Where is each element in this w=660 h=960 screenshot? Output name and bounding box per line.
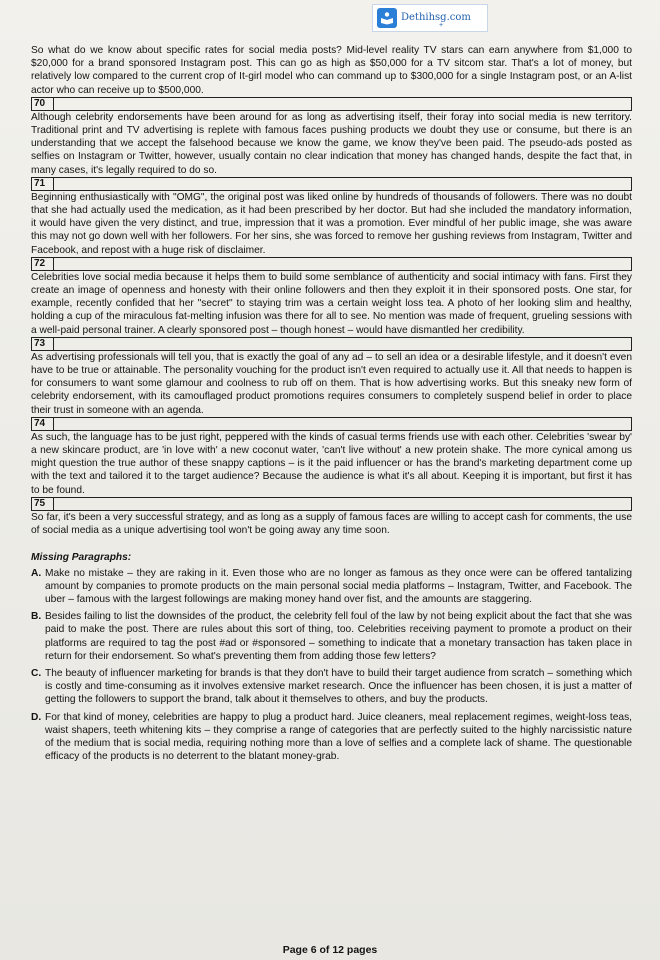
- logo-star-icon: +: [439, 22, 444, 29]
- site-logo-text: Dethihsg.com: [401, 12, 471, 23]
- gap-box[interactable]: [31, 177, 632, 191]
- gap-box[interactable]: [31, 417, 632, 431]
- gap-number: 71: [32, 178, 54, 190]
- option-letter: B.: [31, 611, 42, 623]
- option-text: Make no mistake – they are raking in it. Even those who are no longer as famous as they once were can be offered tantalizing amount by companies to promote products on the main personal social media platforms – Instagram, Twitter, and Facebook. The uber – famous with the largest followings are making money hand over fist, and the amounts are staggering.: [45, 567, 632, 605]
- gap-number: 74: [32, 418, 54, 430]
- article-paragraph: As such, the language has to be just right, peppered with the kinds of casual terms friends use with each other. Celebrities 'swear by' a new skincare product, are 'in love with' a new coconut water, 'can't live without' a new protein shake. The more cynical among us might question the true author of these snappy captions – is it the paid influencer or has the brand's marketing department come up with the text and tailored it to the target audience? Because the audience is what it's all about. Keeping it is important, but first it has to be found.: [31, 431, 632, 496]
- option-letter: A.: [31, 567, 42, 579]
- gap-box[interactable]: [31, 257, 632, 271]
- option-d: [31, 711, 632, 764]
- article-paragraph: Celebrities love social media because it helps them to build some semblance of authenticity and social intimacy with fans. First they create an image of openness and honesty with their online followers and then they exploit it in their sponsored posts. One star, for example, recently confided that her "secret" to staying trim was a certain weight loss tea. A photo of her looking slim and healthy, holding a cup of the miraculous fat-melting infusion was there for all to see. No mention was made of frequent, grueling sessions with a well-paid personal trainer. A clearly sponsored post – though honest – would have dismantled her credibility.: [31, 271, 632, 336]
- option-a: [31, 567, 632, 607]
- option-text: For that kind of money, celebrities are happy to plug a product hard. Juice cleaners, meal replacement regimes, weight-loss teas, waist shapers, teeth whitening kits – they comprise a range of categories that are perfectly suited to the highly narcissistic nature of the medium that is social media, requiring nothing more than a love of selfies and a complete lack of shame. The questionable efficacy of the products is no deterrent to the blatant money-grab.: [45, 711, 632, 763]
- site-logo[interactable]: [372, 4, 488, 32]
- option-c: [31, 667, 632, 707]
- option-text: Besides failing to list the downsides of the product, the celebrity fell foul of the law by not being explicit about the fact that she was paid to make the post. There are rules about this sort of thing, too. Celebrities receiving payment to promote a product on their platforms are required to tag the post #ad or #sponsored – something to indicate that a monetary transaction has taken place in return for their endorsement. So what's preventing them from adding those few letters?: [45, 611, 632, 662]
- article-paragraph: As advertising professionals will tell you, that is exactly the goal of any ad – to sell an idea or a desirable lifestyle, and it doesn't even have to be true or attainable. The personality vouching for the product isn't even required to actually use it. All that needs to happen is for consumers to want some glamour and coolness to rub off on them. That is how advertising works. But this sneaky new form of celebrity endorsement, with its camouflaged product promotions requires consumers to completely suspend belief in order to place their trust in someone with an agenda.: [31, 351, 632, 416]
- gap-number: 75: [32, 498, 54, 510]
- option-letter: D.: [31, 711, 42, 723]
- gap-box[interactable]: [31, 497, 632, 511]
- gap-number: 73: [32, 338, 54, 350]
- page-footer: Page 6 of 12 pages: [282, 944, 378, 956]
- article-paragraph: Beginning enthusiastically with "OMG", the original post was liked online by hundreds of thousands of followers. There was no doubt that she had actually used the medication, as it had been prescribed by her doctor. But had she included the mandatory information, it would have given the very distinct, and true, impression that it was a promotion. Ever mindful of her public image, she was aware this may not go down well with her followers. For her sins, she was forced to remove her gushing reviews from Instagram, Twitter and Facebook, and repost with a huge risk of disclaimer.: [31, 191, 632, 256]
- missing-paragraphs-heading: Missing Paragraphs:: [31, 552, 132, 564]
- article-paragraph: So far, it's been a very successful strategy, and as long as a supply of famous faces are willing to accept cash for comments, the use of social media as a unique advertising tool won't be going away any time soon.: [31, 511, 632, 537]
- option-text: The beauty of influencer marketing for brands is that they don't have to build their target audience from scratch – something which is costly and time-consuming as it involves extensive market research. Once the influencer has been chosen, it is just a matter of getting the followers to support the brand, talk about it themselves to others, and buy the products.: [45, 667, 632, 706]
- reader-icon: [377, 8, 397, 28]
- article-paragraph: Although celebrity endorsements have been around for as long as advertising itself, their foray into social media is new territory. Traditional print and TV advertising is replete with famous faces pushing products we doubt they use or consume, but there is an understanding that we accept the falsehood because we know the game, we know they've been paid. The pseudo-ads posted as selfies on Instagram or Twitter, however, usually contain no clear indication that money has changed hands, despite the fact that, in many cases, it's legally required to do so.: [31, 111, 632, 176]
- option-letter: C.: [31, 667, 42, 679]
- article: [31, 44, 632, 767]
- gap-number: 70: [32, 98, 54, 110]
- gap-number: 72: [32, 258, 54, 270]
- intro-paragraph: So what do we know about specific rates for social media posts? Mid-level reality TV stars can earn anywhere from $1,000 to $20,000 for a brand sponsored Instagram post. This can go as high as $50,000 for a TV sitcom star. That's a lot of money, but relatively low compared to the current crop of It-girl model who can command up to $300,000 for a single Instagram post, or an A-list actor who can receive up to $500,000.: [31, 45, 632, 96]
- gap-box[interactable]: [31, 97, 632, 111]
- gap-box[interactable]: [31, 337, 632, 351]
- option-b: [31, 610, 632, 663]
